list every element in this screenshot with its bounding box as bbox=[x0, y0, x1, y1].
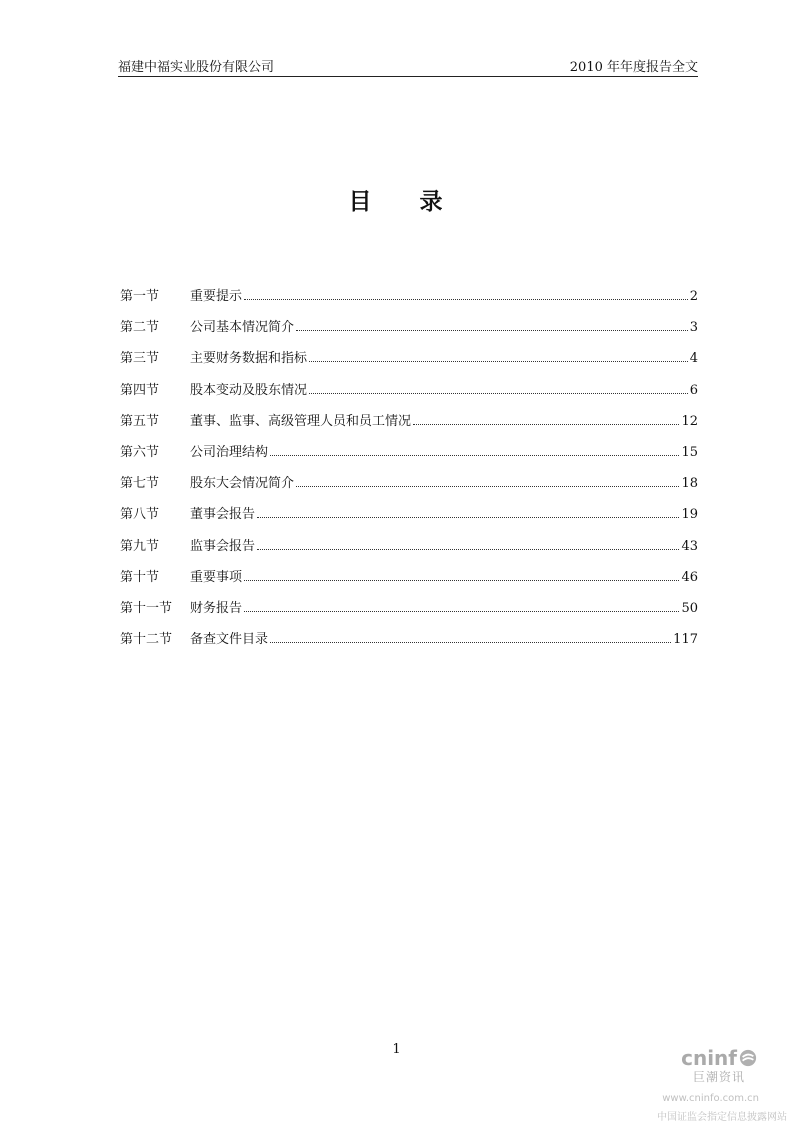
toc-leader-dots bbox=[309, 393, 688, 394]
header-report-title: 2010 年年度报告全文 bbox=[569, 60, 698, 75]
toc-section-number: 第七节 bbox=[120, 476, 160, 492]
watermark-chinese-name: 巨潮资讯 bbox=[692, 1070, 745, 1084]
toc-leader-dots bbox=[244, 611, 679, 612]
header-company-name: 福建中福实业股份有限公司 bbox=[118, 60, 275, 75]
watermark-url: www.cninfo.com.cn bbox=[662, 1093, 759, 1104]
toc-entry[interactable] bbox=[120, 505, 698, 536]
cninfo-watermark bbox=[609, 1046, 789, 1123]
toc-section-number: 第二节 bbox=[120, 320, 160, 336]
toc-section-title: 备查文件目录 bbox=[190, 632, 269, 648]
toc-leader-dots bbox=[296, 330, 688, 331]
toc-entry[interactable] bbox=[120, 474, 698, 505]
toc-section-title: 重要提示 bbox=[190, 289, 243, 304]
toc-section-number: 第三节 bbox=[120, 351, 160, 367]
toc-page-number: 6 bbox=[689, 382, 698, 398]
toc-section-number: 第五节 bbox=[120, 413, 160, 429]
toc-entry[interactable] bbox=[120, 318, 698, 349]
toc-entry[interactable] bbox=[120, 349, 698, 380]
toc-page-number: 43 bbox=[681, 538, 698, 554]
toc-section-number: 第九节 bbox=[120, 538, 160, 554]
toc-leader-dots bbox=[270, 455, 679, 456]
toc-entry[interactable] bbox=[120, 599, 698, 630]
toc-page-number: 4 bbox=[689, 351, 698, 367]
toc-section-title: 股本变动及股东情况 bbox=[190, 382, 308, 398]
cninfo-logo-icon bbox=[739, 1049, 757, 1067]
page-number: 1 bbox=[392, 1042, 401, 1057]
toc-leader-dots bbox=[257, 549, 679, 550]
toc-leader-dots bbox=[257, 517, 679, 518]
toc-leader-dots bbox=[413, 424, 679, 425]
toc-page-number: 2 bbox=[689, 289, 698, 304]
toc-section-number: 第六节 bbox=[120, 444, 160, 460]
toc-leader-dots bbox=[244, 299, 688, 300]
toc-section-number: 第十二节 bbox=[120, 632, 173, 648]
toc-section-title: 公司基本情况简介 bbox=[190, 320, 295, 336]
toc-leader-dots bbox=[309, 361, 688, 362]
toc-section-number: 第八节 bbox=[120, 507, 160, 523]
toc-section-number: 第十一节 bbox=[120, 600, 173, 616]
toc-section-title: 财务报告 bbox=[190, 600, 243, 616]
toc-leader-dots bbox=[296, 486, 679, 487]
toc-section-number: 第十节 bbox=[120, 569, 160, 585]
toc-section-title: 董事会报告 bbox=[190, 507, 256, 523]
toc-section-title: 公司治理结构 bbox=[190, 444, 269, 460]
toc-page-number: 19 bbox=[681, 507, 698, 523]
watermark-brand: cninf bbox=[681, 1046, 737, 1070]
watermark-description: 中国证监会指定信息披露网站 bbox=[657, 1112, 787, 1123]
toc-page-number: 46 bbox=[681, 569, 698, 585]
toc-section-title: 主要财务数据和指标 bbox=[190, 351, 308, 367]
toc-page-number: 15 bbox=[681, 444, 698, 460]
toc-entry[interactable] bbox=[120, 381, 698, 412]
toc-page-number: 18 bbox=[681, 476, 698, 492]
toc-title bbox=[0, 183, 793, 216]
toc-section-title: 股东大会情况简介 bbox=[190, 476, 295, 492]
toc-page-number: 117 bbox=[673, 632, 698, 648]
toc-section-number: 第一节 bbox=[120, 289, 160, 304]
toc-entry[interactable] bbox=[120, 630, 698, 661]
toc-section-title: 重要事项 bbox=[190, 569, 243, 585]
toc-section-title: 董事、监事、高级管理人员和员工情况 bbox=[190, 413, 412, 429]
toc-entry[interactable] bbox=[120, 287, 698, 318]
toc-section-title: 监事会报告 bbox=[190, 538, 256, 554]
toc-entry[interactable] bbox=[120, 412, 698, 443]
toc-page-number: 50 bbox=[681, 600, 698, 616]
table-of-contents bbox=[120, 287, 698, 661]
toc-entry[interactable] bbox=[120, 537, 698, 568]
toc-entry[interactable] bbox=[120, 568, 698, 599]
toc-leader-dots bbox=[270, 642, 671, 643]
watermark-logo bbox=[609, 1046, 789, 1070]
page-header bbox=[118, 56, 698, 77]
toc-section-number: 第四节 bbox=[120, 382, 160, 398]
toc-leader-dots bbox=[244, 580, 679, 581]
toc-page-number: 12 bbox=[681, 413, 698, 429]
toc-page-number: 3 bbox=[689, 320, 698, 336]
toc-title-char-1: 目 bbox=[348, 189, 374, 215]
toc-title-char-2: 录 bbox=[419, 189, 445, 215]
toc-entry[interactable] bbox=[120, 443, 698, 474]
